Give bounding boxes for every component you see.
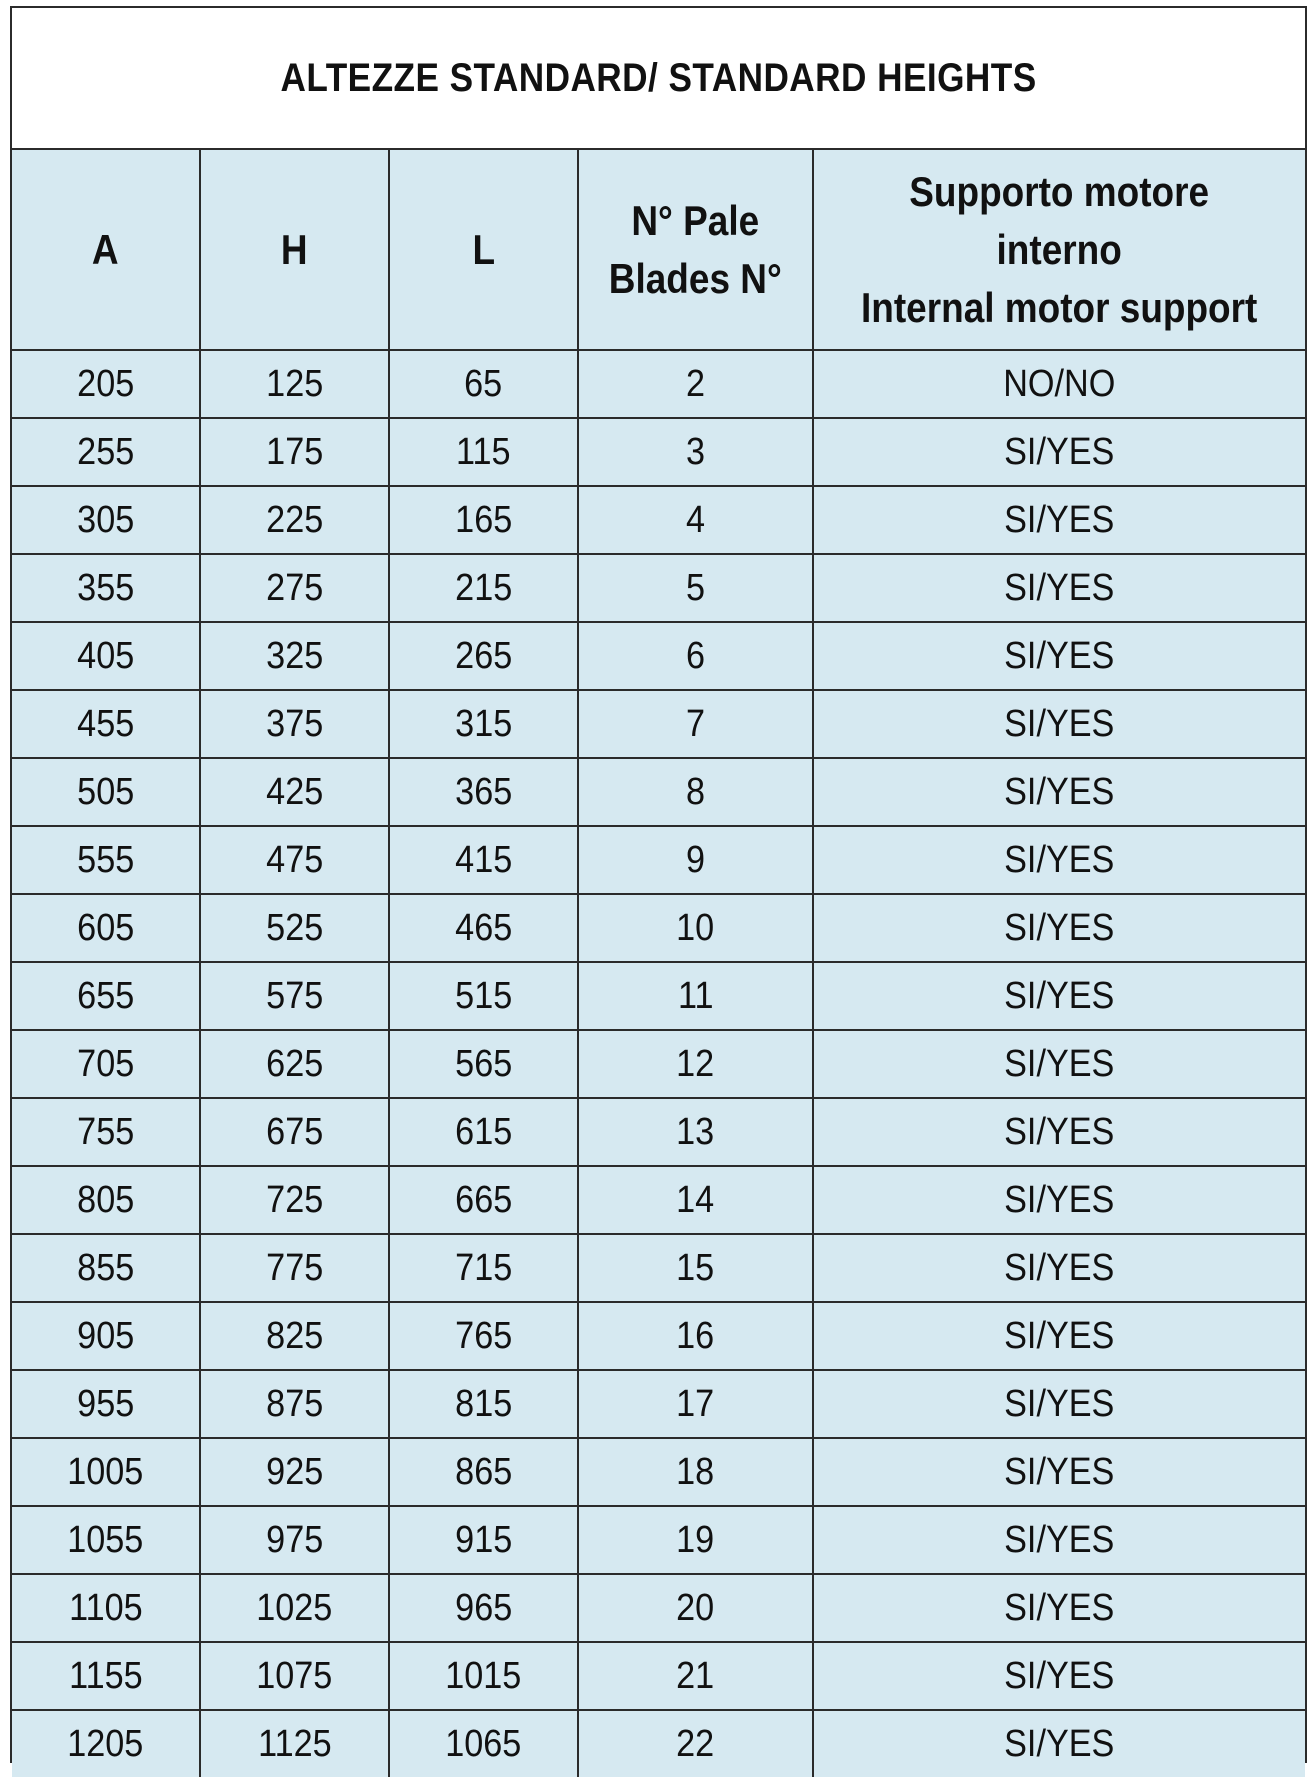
cell-h [200, 894, 389, 962]
cell-h-value: 375 [265, 702, 324, 745]
cell-blades-value: 21 [676, 1654, 715, 1697]
cell-motor-support [813, 1234, 1305, 1302]
table-row [12, 1370, 1305, 1438]
cell-motor-support [813, 486, 1305, 554]
table-row [12, 1438, 1305, 1506]
blades-header-line-1: N° Pale [631, 196, 760, 244]
cell-a-value: 805 [76, 1178, 135, 1221]
cell-a-value: 1055 [67, 1518, 144, 1561]
cell-l-value: 1065 [445, 1722, 522, 1765]
cell-l-value: 665 [454, 1178, 513, 1221]
column-header-blades [578, 150, 813, 350]
cell-a [12, 1098, 200, 1166]
cell-a-value: 855 [76, 1246, 135, 1289]
cell-h [200, 826, 389, 894]
cell-motor-support-value: SI/YES [1004, 566, 1115, 609]
cell-blades [578, 1098, 813, 1166]
cell-l-value: 65 [464, 362, 503, 405]
cell-h-value: 825 [265, 1314, 324, 1357]
cell-l [389, 1098, 578, 1166]
cell-blades [578, 1710, 813, 1777]
cell-h-value: 525 [265, 906, 324, 949]
cell-h [200, 1166, 389, 1234]
cell-h-value: 475 [265, 838, 324, 881]
column-header-h: H [200, 150, 389, 350]
cell-motor-support [813, 1098, 1305, 1166]
cell-blades [578, 1030, 813, 1098]
cell-a [12, 1302, 200, 1370]
cell-motor-support-value: SI/YES [1004, 1110, 1115, 1153]
cell-blades-value: 11 [677, 974, 714, 1017]
cell-blades-value: 20 [676, 1586, 715, 1629]
cell-motor-support-value: SI/YES [1004, 770, 1115, 813]
cell-h [200, 1574, 389, 1642]
cell-a [12, 1438, 200, 1506]
cell-l [389, 486, 578, 554]
cell-l-value: 1015 [445, 1654, 522, 1697]
cell-a [12, 962, 200, 1030]
table-row [12, 826, 1305, 894]
cell-h-value: 725 [265, 1178, 324, 1221]
cell-blades [578, 350, 813, 418]
cell-l [389, 1710, 578, 1777]
cell-l [389, 1166, 578, 1234]
cell-h [200, 1030, 389, 1098]
cell-motor-support [813, 622, 1305, 690]
cell-blades-value: 6 [685, 634, 706, 677]
cell-a [12, 1166, 200, 1234]
cell-blades [578, 962, 813, 1030]
cell-l [389, 894, 578, 962]
cell-l-value: 765 [454, 1314, 513, 1357]
cell-a-value: 255 [76, 430, 135, 473]
cell-motor-support [813, 894, 1305, 962]
cell-h [200, 690, 389, 758]
table-row [12, 554, 1305, 622]
column-header-a: A [12, 150, 200, 350]
cell-a [12, 418, 200, 486]
support-header-line-2: interno [996, 225, 1123, 273]
cell-motor-support-value: SI/YES [1004, 1654, 1115, 1697]
cell-blades [578, 1234, 813, 1302]
cell-blades-value: 3 [685, 430, 706, 473]
standard-heights-sheet [10, 6, 1307, 1763]
cell-h [200, 1506, 389, 1574]
cell-a [12, 826, 200, 894]
cell-motor-support [813, 1370, 1305, 1438]
cell-l-value: 565 [454, 1042, 513, 1085]
table-row [12, 418, 1305, 486]
cell-h [200, 962, 389, 1030]
cell-blades-value: 8 [685, 770, 706, 813]
cell-blades [578, 758, 813, 826]
cell-blades [578, 1506, 813, 1574]
cell-l-value: 615 [454, 1110, 513, 1153]
table-row [12, 622, 1305, 690]
cell-blades [578, 554, 813, 622]
cell-h-value: 675 [265, 1110, 324, 1153]
cell-h [200, 350, 389, 418]
cell-motor-support-value: NO/NO [1003, 362, 1116, 405]
cell-blades-value: 4 [685, 498, 706, 541]
cell-l-value: 465 [454, 906, 513, 949]
cell-blades [578, 894, 813, 962]
cell-l-value: 115 [456, 430, 511, 473]
cell-l-value: 515 [454, 974, 513, 1017]
column-header-l: L [389, 150, 578, 350]
cell-motor-support [813, 826, 1305, 894]
table-row [12, 758, 1305, 826]
cell-l-value: 415 [454, 838, 513, 881]
cell-l [389, 1506, 578, 1574]
cell-h-value: 1125 [257, 1722, 332, 1765]
cell-blades-value: 9 [685, 838, 706, 881]
cell-blades [578, 826, 813, 894]
table-row [12, 350, 1305, 418]
cell-blades-value: 14 [676, 1178, 715, 1221]
cell-blades [578, 1302, 813, 1370]
table-title: ALTEZZE STANDARD/ STANDARD HEIGHTS [280, 55, 1037, 100]
cell-h-value: 1075 [256, 1654, 333, 1697]
cell-l [389, 1302, 578, 1370]
cell-motor-support [813, 1506, 1305, 1574]
cell-l-value: 265 [454, 634, 513, 677]
table-row [12, 894, 1305, 962]
cell-a-value: 1155 [68, 1654, 143, 1697]
cell-blades-value: 2 [685, 362, 706, 405]
cell-a-value: 755 [76, 1110, 135, 1153]
standard-heights-table [12, 150, 1305, 1777]
cell-l-value: 215 [454, 566, 513, 609]
cell-motor-support-value: SI/YES [1004, 1722, 1115, 1765]
cell-a [12, 1506, 200, 1574]
cell-a-value: 555 [76, 838, 135, 881]
cell-blades [578, 418, 813, 486]
table-row [12, 1234, 1305, 1302]
cell-blades-value: 22 [676, 1722, 715, 1765]
cell-l [389, 1234, 578, 1302]
table-row [12, 690, 1305, 758]
cell-motor-support-value: SI/YES [1004, 974, 1115, 1017]
table-row [12, 1030, 1305, 1098]
cell-h-value: 125 [265, 362, 324, 405]
cell-h [200, 1710, 389, 1777]
cell-l [389, 1030, 578, 1098]
cell-motor-support-value: SI/YES [1004, 498, 1115, 541]
cell-motor-support-value: SI/YES [1004, 1586, 1115, 1629]
cell-l-value: 165 [454, 498, 513, 541]
cell-l [389, 1574, 578, 1642]
cell-h [200, 622, 389, 690]
cell-h-value: 975 [265, 1518, 324, 1561]
cell-a-value: 705 [76, 1042, 135, 1085]
cell-motor-support [813, 1642, 1305, 1710]
cell-h [200, 758, 389, 826]
cell-l [389, 826, 578, 894]
cell-a-value: 455 [76, 702, 135, 745]
cell-h [200, 1642, 389, 1710]
cell-a [12, 1710, 200, 1777]
cell-a [12, 1370, 200, 1438]
support-header-line-3: Internal motor support [861, 283, 1258, 331]
cell-l [389, 622, 578, 690]
cell-a [12, 690, 200, 758]
table-row [12, 1302, 1305, 1370]
cell-motor-support-value: SI/YES [1004, 1450, 1115, 1493]
cell-motor-support-value: SI/YES [1004, 1314, 1115, 1357]
cell-motor-support-value: SI/YES [1004, 906, 1115, 949]
cell-a [12, 1234, 200, 1302]
cell-h-value: 225 [265, 498, 324, 541]
support-header-line-1: Supporto motore [909, 167, 1210, 215]
cell-blades [578, 1438, 813, 1506]
cell-l [389, 758, 578, 826]
cell-a-value: 1005 [67, 1450, 144, 1493]
cell-a-value: 305 [76, 498, 135, 541]
cell-motor-support-value: SI/YES [1004, 1178, 1115, 1221]
cell-blades [578, 1642, 813, 1710]
cell-motor-support [813, 1302, 1305, 1370]
cell-h [200, 1098, 389, 1166]
cell-h [200, 1370, 389, 1438]
cell-a-value: 205 [76, 362, 135, 405]
cell-l [389, 350, 578, 418]
cell-l [389, 1642, 578, 1710]
cell-blades-value: 13 [676, 1110, 715, 1153]
cell-a [12, 1642, 200, 1710]
cell-motor-support [813, 1574, 1305, 1642]
cell-a-value: 505 [76, 770, 135, 813]
cell-l [389, 418, 578, 486]
cell-a [12, 758, 200, 826]
cell-h [200, 554, 389, 622]
cell-l [389, 554, 578, 622]
cell-blades [578, 690, 813, 758]
cell-motor-support [813, 1030, 1305, 1098]
blades-header-line-2: Blades N° [609, 254, 782, 302]
cell-h-value: 175 [265, 430, 324, 473]
cell-a-value: 355 [76, 566, 135, 609]
column-header-motor-support [813, 150, 1305, 350]
cell-blades-value: 7 [685, 702, 706, 745]
cell-h-value: 325 [265, 634, 324, 677]
cell-motor-support-value: SI/YES [1004, 1042, 1115, 1085]
cell-motor-support-value: SI/YES [1004, 1246, 1115, 1289]
cell-blades-value: 12 [676, 1042, 715, 1085]
cell-motor-support [813, 418, 1305, 486]
cell-motor-support-value: SI/YES [1004, 1518, 1115, 1561]
cell-h [200, 486, 389, 554]
cell-a-value: 1105 [68, 1586, 143, 1629]
cell-a-value: 655 [76, 974, 135, 1017]
cell-blades-value: 18 [676, 1450, 715, 1493]
header-row [12, 150, 1305, 350]
cell-l [389, 1370, 578, 1438]
cell-a-value: 405 [76, 634, 135, 677]
cell-motor-support [813, 758, 1305, 826]
cell-h-value: 275 [265, 566, 324, 609]
cell-a [12, 622, 200, 690]
cell-blades [578, 1370, 813, 1438]
table-row [12, 1710, 1305, 1777]
cell-blades [578, 1574, 813, 1642]
cell-a [12, 1030, 200, 1098]
cell-l-value: 965 [454, 1586, 513, 1629]
cell-a [12, 1574, 200, 1642]
cell-h [200, 1302, 389, 1370]
cell-motor-support-value: SI/YES [1004, 1382, 1115, 1425]
cell-l-value: 315 [454, 702, 513, 745]
cell-motor-support-value: SI/YES [1004, 430, 1115, 473]
cell-h [200, 1234, 389, 1302]
cell-blades-value: 19 [676, 1518, 715, 1561]
cell-a-value: 905 [76, 1314, 135, 1357]
cell-blades [578, 486, 813, 554]
cell-h-value: 925 [265, 1450, 324, 1493]
table-row [12, 1166, 1305, 1234]
cell-blades-value: 16 [676, 1314, 715, 1357]
table-row [12, 1642, 1305, 1710]
cell-motor-support [813, 350, 1305, 418]
cell-h-value: 425 [265, 770, 324, 813]
cell-blades-value: 15 [676, 1246, 715, 1289]
cell-a [12, 894, 200, 962]
cell-motor-support [813, 1166, 1305, 1234]
cell-l-value: 865 [454, 1450, 513, 1493]
cell-motor-support [813, 554, 1305, 622]
cell-blades-value: 17 [676, 1382, 715, 1425]
cell-l-value: 915 [454, 1518, 513, 1561]
cell-a [12, 486, 200, 554]
table-row [12, 486, 1305, 554]
cell-l [389, 962, 578, 1030]
cell-motor-support-value: SI/YES [1004, 634, 1115, 677]
cell-a-value: 1205 [67, 1722, 144, 1765]
cell-a-value: 605 [76, 906, 135, 949]
table-row [12, 1098, 1305, 1166]
cell-motor-support [813, 690, 1305, 758]
table-body [12, 350, 1305, 1777]
cell-l [389, 1438, 578, 1506]
cell-h [200, 418, 389, 486]
cell-motor-support-value: SI/YES [1004, 838, 1115, 881]
cell-h-value: 625 [265, 1042, 324, 1085]
cell-motor-support [813, 962, 1305, 1030]
cell-l-value: 715 [454, 1246, 513, 1289]
cell-blades-value: 10 [676, 906, 715, 949]
cell-h-value: 1025 [256, 1586, 333, 1629]
title-bar [12, 8, 1305, 150]
cell-h-value: 575 [265, 974, 324, 1017]
cell-l-value: 815 [454, 1382, 513, 1425]
cell-motor-support-value: SI/YES [1004, 702, 1115, 745]
cell-a [12, 554, 200, 622]
table-row [12, 962, 1305, 1030]
table-row [12, 1574, 1305, 1642]
cell-blades [578, 1166, 813, 1234]
cell-blades-value: 5 [685, 566, 706, 609]
cell-a [12, 350, 200, 418]
cell-blades [578, 622, 813, 690]
cell-l [389, 690, 578, 758]
cell-h-value: 875 [265, 1382, 324, 1425]
cell-l-value: 365 [454, 770, 513, 813]
cell-motor-support [813, 1438, 1305, 1506]
table-row [12, 1506, 1305, 1574]
cell-h [200, 1438, 389, 1506]
cell-motor-support [813, 1710, 1305, 1777]
cell-h-value: 775 [265, 1246, 324, 1289]
cell-a-value: 955 [76, 1382, 135, 1425]
